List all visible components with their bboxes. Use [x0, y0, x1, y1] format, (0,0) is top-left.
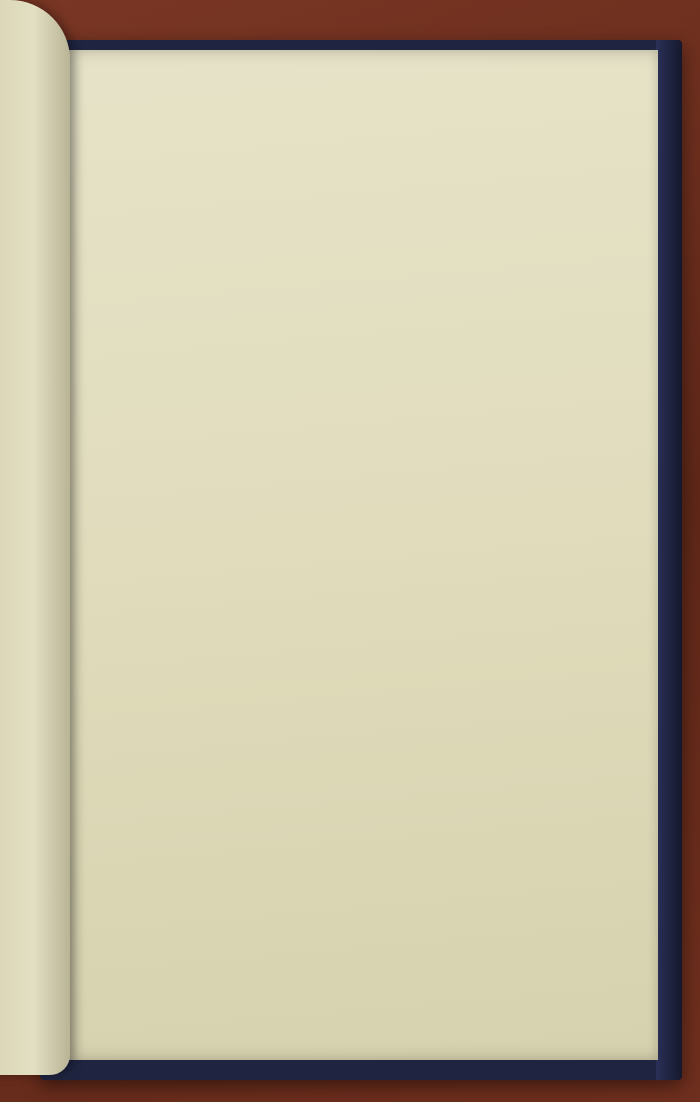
right-page — [60, 50, 658, 1060]
left-page-fragment — [0, 0, 70, 1075]
page-content — [82, 355, 627, 373]
book-cover-edge — [656, 40, 682, 1080]
